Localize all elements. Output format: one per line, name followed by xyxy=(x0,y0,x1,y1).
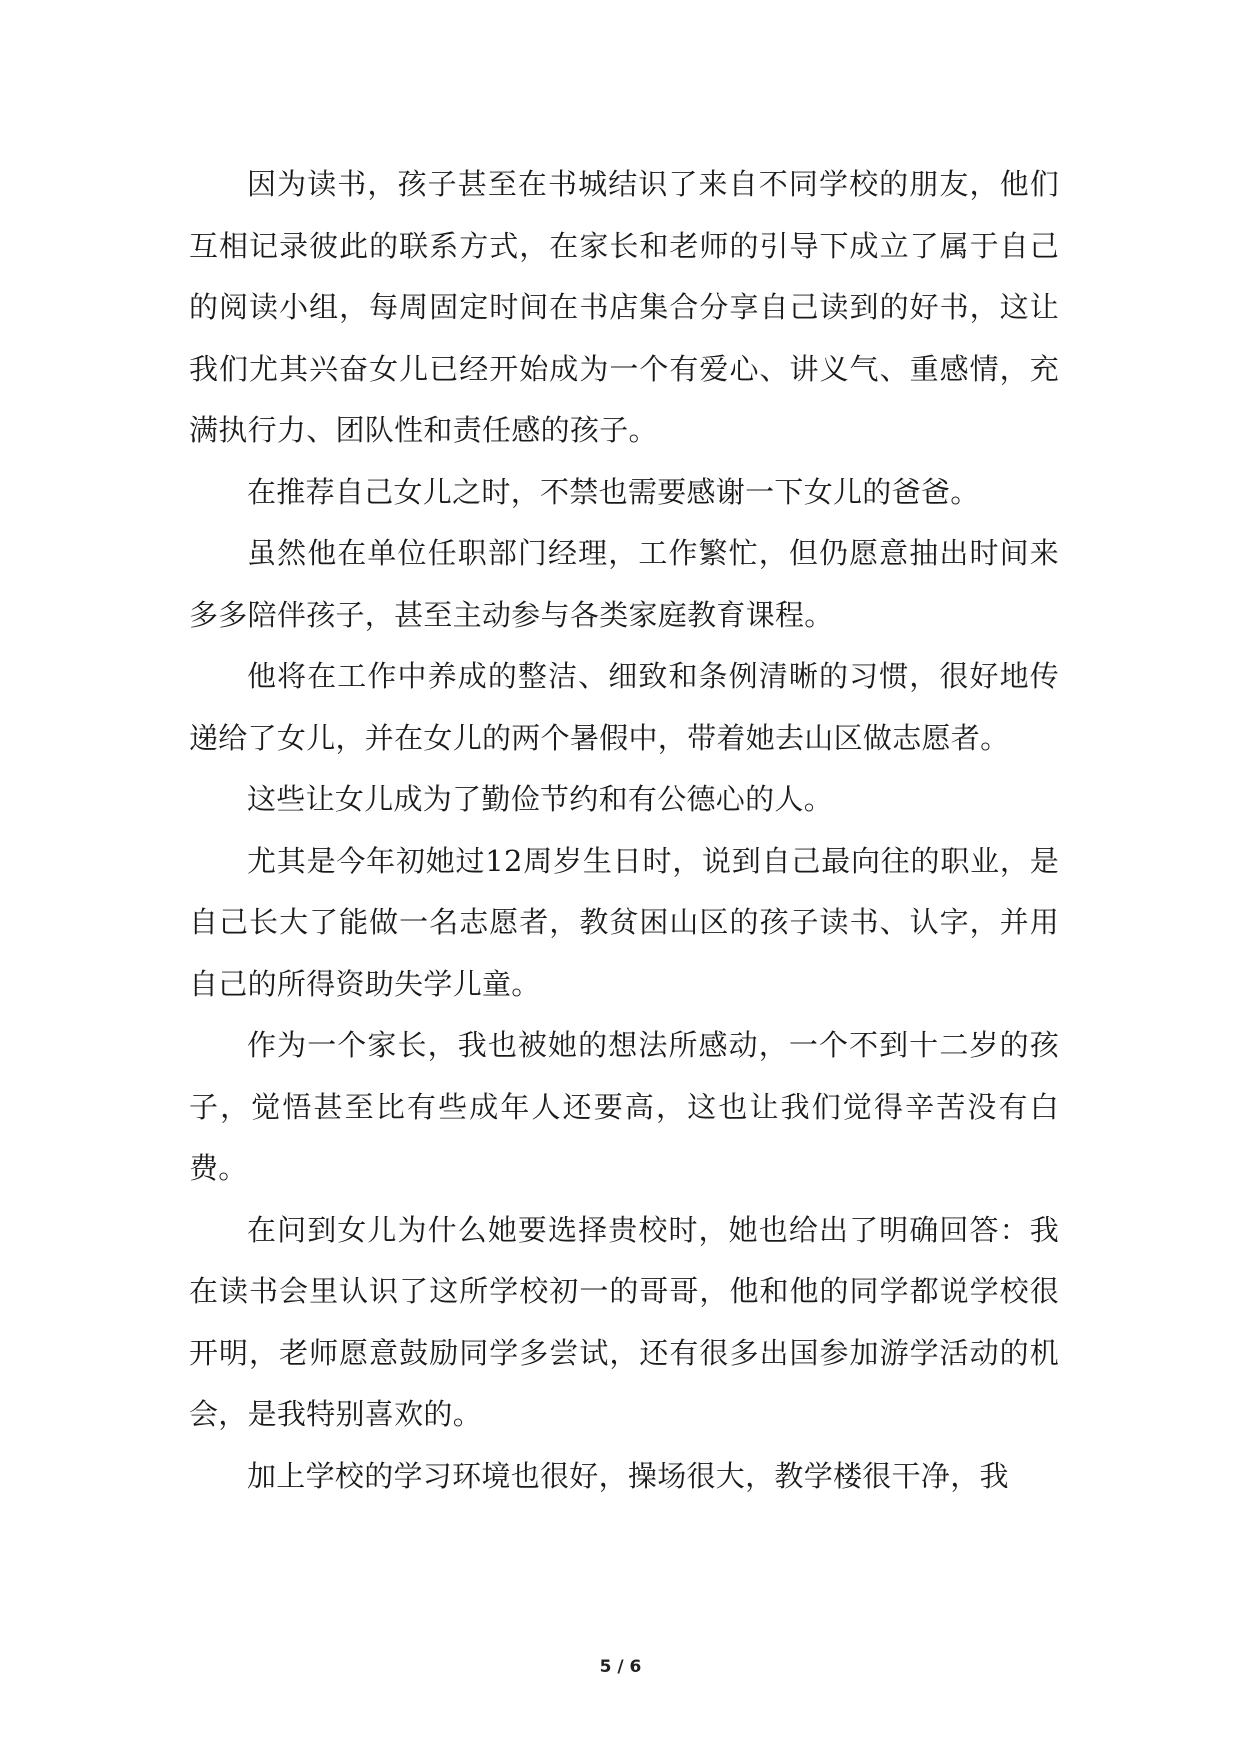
paragraph: 在推荐自己女儿之时，不禁也需要感谢一下女儿的爸爸。 xyxy=(247,474,980,509)
page-number: 5 / 6 xyxy=(599,1657,642,1677)
paragraph: 作为一个家长，我也被她的想法所感动，一个不到十二岁的孩子，觉悟甚至比有些成年人还要高，这也让我们觉得辛苦没有白费。 xyxy=(189,1028,1059,1185)
paragraph: 因为读书，孩子甚至在书城结识了来自不同学校的朋友，他们互相记录彼此的联系方式，在家长和老师的引导下成立了属于自己的阅读小组，每周固定时间在书店集合分享自己读到的好书，这让我们尤其兴奋女儿已经开始成为一个有爱心、讲义气、重感情，充满执行力、团队性和责任感的孩子。 xyxy=(189,167,1059,447)
paragraph: 在问到女儿为什么她要选择贵校时，她也给出了明确回答：我在读书会里认识了这所学校初一的哥哥，他和他的同学都说学校很开明，老师愿意鼓励同学多尝试，还有很多出国参加游学活动的机会，是我特别喜欢的。 xyxy=(189,1212,1059,1431)
document-body xyxy=(189,154,1059,1507)
paragraph: 虽然他在单位任职部门经理，工作繁忙，但仍愿意抽出时间来多多陪伴孩子，甚至主动参与各类家庭教育课程。 xyxy=(189,536,1059,632)
paragraph: 尤其是今年初她过12周岁生日时，说到自己最向往的职业，是自己长大了能做一名志愿者，教贫困山区的孩子读书、认字，并用自己的所得资助失学儿童。 xyxy=(189,843,1059,1001)
paragraph: 这些让女儿成为了勤俭节约和有公德心的人。 xyxy=(247,782,834,816)
paragraph: 加上学校的学习环境也很好，操场很大，教学楼很干净，我 xyxy=(247,1458,1009,1493)
paragraph: 他将在工作中养成的整洁、细致和条例清晰的习惯，很好地传递给了女儿，并在女儿的两个暑假中，带着她去山区做志愿者。 xyxy=(189,659,1059,755)
